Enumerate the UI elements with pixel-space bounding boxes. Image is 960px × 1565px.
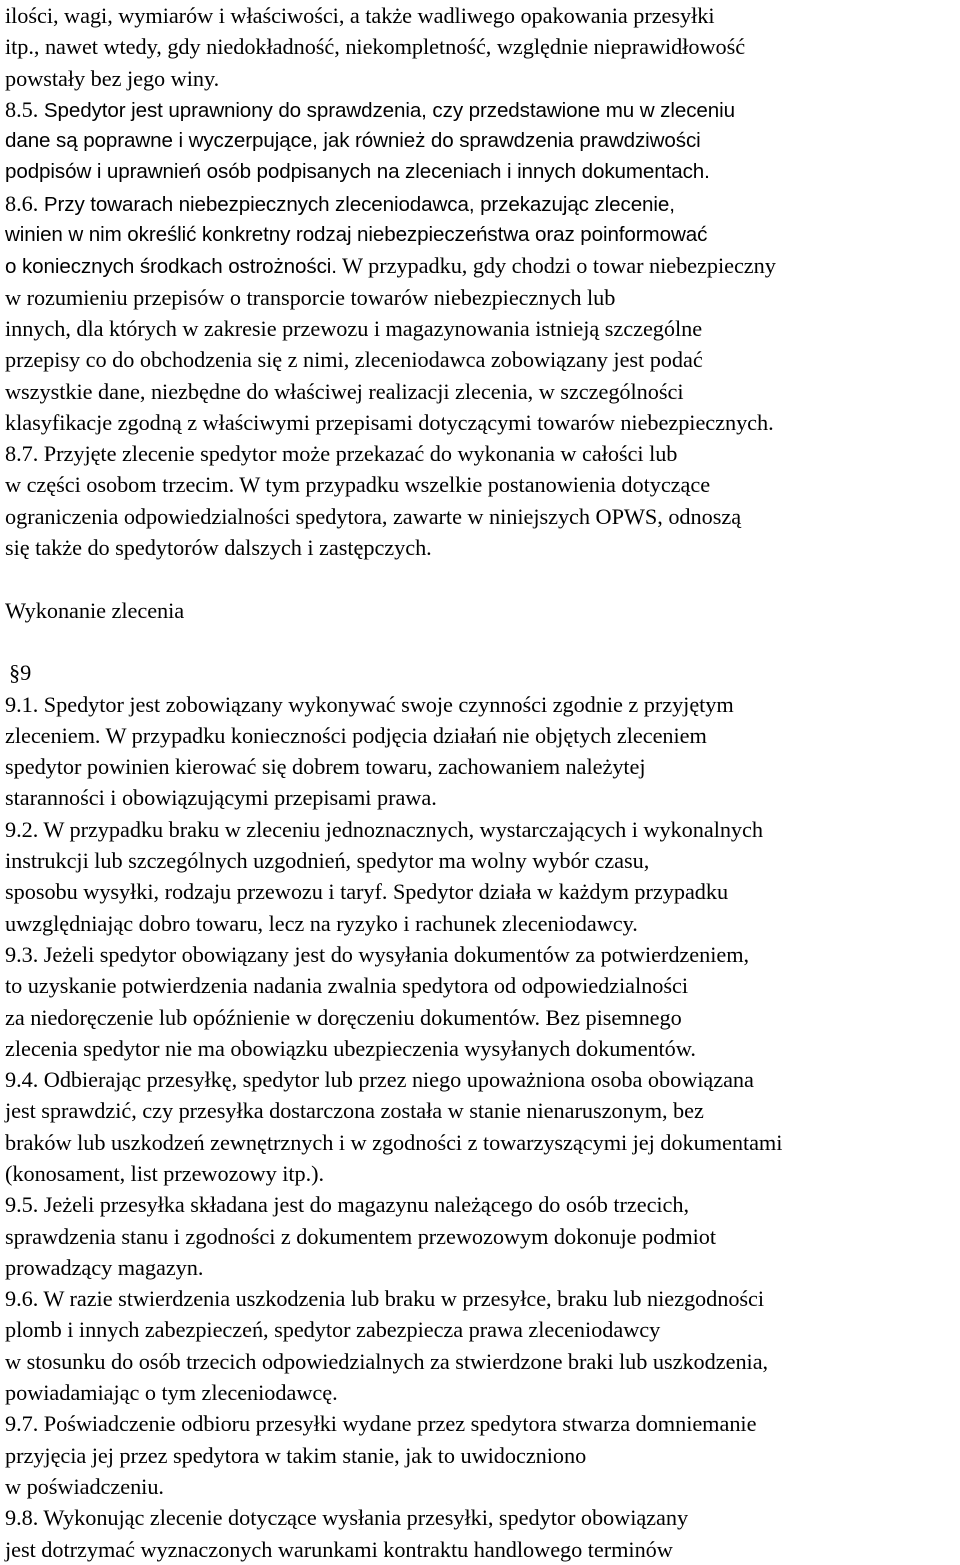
text-line bbox=[5, 188, 960, 219]
text-line: uwzględniając dobro towaru, lecz na ryzyko i rachunek zleceniodawcy. bbox=[5, 910, 638, 936]
text-line: 9.6. W razie stwierdzenia uszkodzenia lub braku w przesyłce, braku lub niezgodności bbox=[5, 1286, 765, 1312]
text-line: zlecenia spedytor nie ma obowiązku ubezpieczenia wysyłanych dokumentów. bbox=[5, 1035, 696, 1061]
text-line: braków lub uszkodzeń zewnętrznych i w zgodności z towarzyszącymi jej dokumentami bbox=[5, 1129, 783, 1155]
text-line: 9.7. Poświadczenie odbioru przesyłki wydane przez spedytora stwarza domniemanie bbox=[5, 1411, 757, 1437]
paragraph-text: W przypadku, gdy chodzi o towar niebezpieczny bbox=[336, 253, 776, 279]
section-9-body bbox=[5, 689, 960, 1565]
section-title: Wykonanie zlecenia bbox=[5, 597, 185, 623]
text-line: staranności i obowiązującymi przepisami prawa. bbox=[5, 785, 437, 811]
text-line: klasyfikacje zgodną z właściwymi przepisami dotyczącymi towarów niebezpiecznych. bbox=[5, 409, 774, 435]
paragraph-8-7 bbox=[5, 438, 960, 563]
paragraph-text: o koniecznych środkach ostrożności. bbox=[5, 255, 337, 279]
text-line: (konosament, list przewozowy itp.). bbox=[5, 1160, 325, 1186]
text-line: w części osobom trzecim. W tym przypadku wszelkie postanowienia dotyczące bbox=[5, 472, 711, 498]
text-line: 9.5. Jeżeli przesyłka składana jest do magazynu należącego do osób trzecich, bbox=[5, 1192, 690, 1218]
paragraph-continuation bbox=[5, 0, 960, 94]
text-line: 9.1. Spedytor jest zobowiązany wykonywać swoje czynności zgodnie z przyjętym bbox=[5, 691, 734, 717]
text-line: to uzyskanie potwierdzenia nadania zwalnia spedytora od odpowiedzialności bbox=[5, 973, 688, 999]
paragraph-number: 8.6. bbox=[5, 190, 39, 216]
text-line: dane są poprawne i wyczerpujące, jak również do sprawdzenia prawdziwości bbox=[5, 129, 701, 153]
paragraph-8-5 bbox=[5, 94, 960, 188]
text-line: 9.8. Wykonując zlecenie dotyczące wysłania przesyłki, spedytor obowiązany bbox=[5, 1505, 689, 1531]
text-line bbox=[5, 250, 960, 281]
text-line: ograniczenia odpowiedzialności spedytora, zawarte w niniejszych OPWS, odnoszą bbox=[5, 503, 742, 529]
text-line: instrukcji lub szczególnych uzgodnień, spedytor ma wolny wybór czasu, bbox=[5, 848, 650, 874]
text-line: innych, dla których w zakresie przewozu i magazynowania istnieją szczególne bbox=[5, 315, 703, 341]
text-line: spedytor powinien kierować się dobrem towaru, zachowaniem należytej bbox=[5, 754, 646, 780]
text-line: podpisów i uprawnień osób podpisanych na zleceniach i innych dokumentach. bbox=[5, 160, 710, 184]
text-line: powstały bez jego winy. bbox=[5, 65, 220, 91]
blank-line bbox=[5, 626, 960, 657]
text-line: sposobu wysyłki, rodzaju przewozu i taryf. Spedytor działa w każdym przypadku bbox=[5, 879, 729, 905]
text-line: jest dotrzymać wyznaczonych warunkami kontraktu handlowego terminów bbox=[5, 1536, 673, 1562]
paragraph-text: Spedytor jest uprawniony do sprawdzenia, czy przedstawione mu w zleceniu bbox=[38, 98, 735, 122]
text-line: zleceniem. W przypadku konieczności podjęcia działań nie objętych zleceniem bbox=[5, 722, 707, 748]
text-line: 9.3. Jeżeli spedytor obowiązany jest do wysyłania dokumentów za potwierdzeniem, bbox=[5, 941, 750, 967]
text-line: powiadamiając o tym zleceniodawcę. bbox=[5, 1380, 338, 1406]
text-line: jest sprawdzić, czy przesyłka dostarczona została w stanie nienaruszonym, bez bbox=[5, 1098, 704, 1124]
text-line: prowadzący magazyn. bbox=[5, 1254, 204, 1280]
paragraph-text: Przy towarach niebezpiecznych zleceniodawca, przekazując zlecenie, bbox=[38, 192, 675, 216]
section-mark: §9 bbox=[9, 660, 32, 686]
text-line: 9.4. Odbierając przesyłkę, spedytor lub przez niego upoważniona osoba obowiązana bbox=[5, 1067, 754, 1093]
text-line: 8.7. Przyjęte zlecenie spedytor może przekazać do wykonania w całości lub bbox=[5, 441, 678, 467]
text-line: winien w nim określić konkretny rodzaj niebezpieczeństwa oraz poinformować bbox=[5, 223, 708, 247]
text-line: sprawdzenia stanu i zgodności z dokumentem przewozowym dokonuje podmiot bbox=[5, 1223, 717, 1249]
text-line: wszystkie dane, niezbędne do właściwej realizacji zlecenia, w szczególności bbox=[5, 378, 684, 404]
text-line: przyjęcia jej przez spedytora w takim stanie, jak to uwidoczniono bbox=[5, 1442, 587, 1468]
paragraph-8-6 bbox=[5, 188, 960, 438]
text-line bbox=[5, 94, 960, 125]
text-line: itp., nawet wtedy, gdy niedokładność, niekompletność, względnie nieprawidłowość bbox=[5, 34, 746, 60]
text-line: 9.2. W przypadku braku w zleceniu jednoznacznych, wystarczających i wykonalnych bbox=[5, 816, 763, 842]
text-line: w poświadczeniu. bbox=[5, 1473, 164, 1499]
text-line: przepisy co do obchodzenia się z nimi, zleceniodawca zobowiązany jest podać bbox=[5, 347, 703, 373]
text-line: plomb i innych zabezpieczeń, spedytor zabezpiecza prawa zleceniodawcy bbox=[5, 1317, 661, 1343]
text-line: w rozumieniu przepisów o transporcie towarów niebezpiecznych lub bbox=[5, 284, 616, 310]
paragraph-number: 8.5. bbox=[5, 96, 39, 122]
text-line: ilości, wagi, wymiarów i właściwości, a także wadliwego opakowania przesyłki bbox=[5, 3, 715, 28]
document-page bbox=[5, 0, 960, 1565]
text-line: za niedoręczenie lub opóźnienie w doręczeniu dokumentów. Bez pisemnego bbox=[5, 1004, 682, 1030]
text-line: się także do spedytorów dalszych i zastępczych. bbox=[5, 535, 432, 561]
blank-line bbox=[5, 563, 960, 594]
text-line: w stosunku do osób trzecich odpowiedzialnych za stwierdzone braki lub uszkodzenia, bbox=[5, 1348, 769, 1374]
